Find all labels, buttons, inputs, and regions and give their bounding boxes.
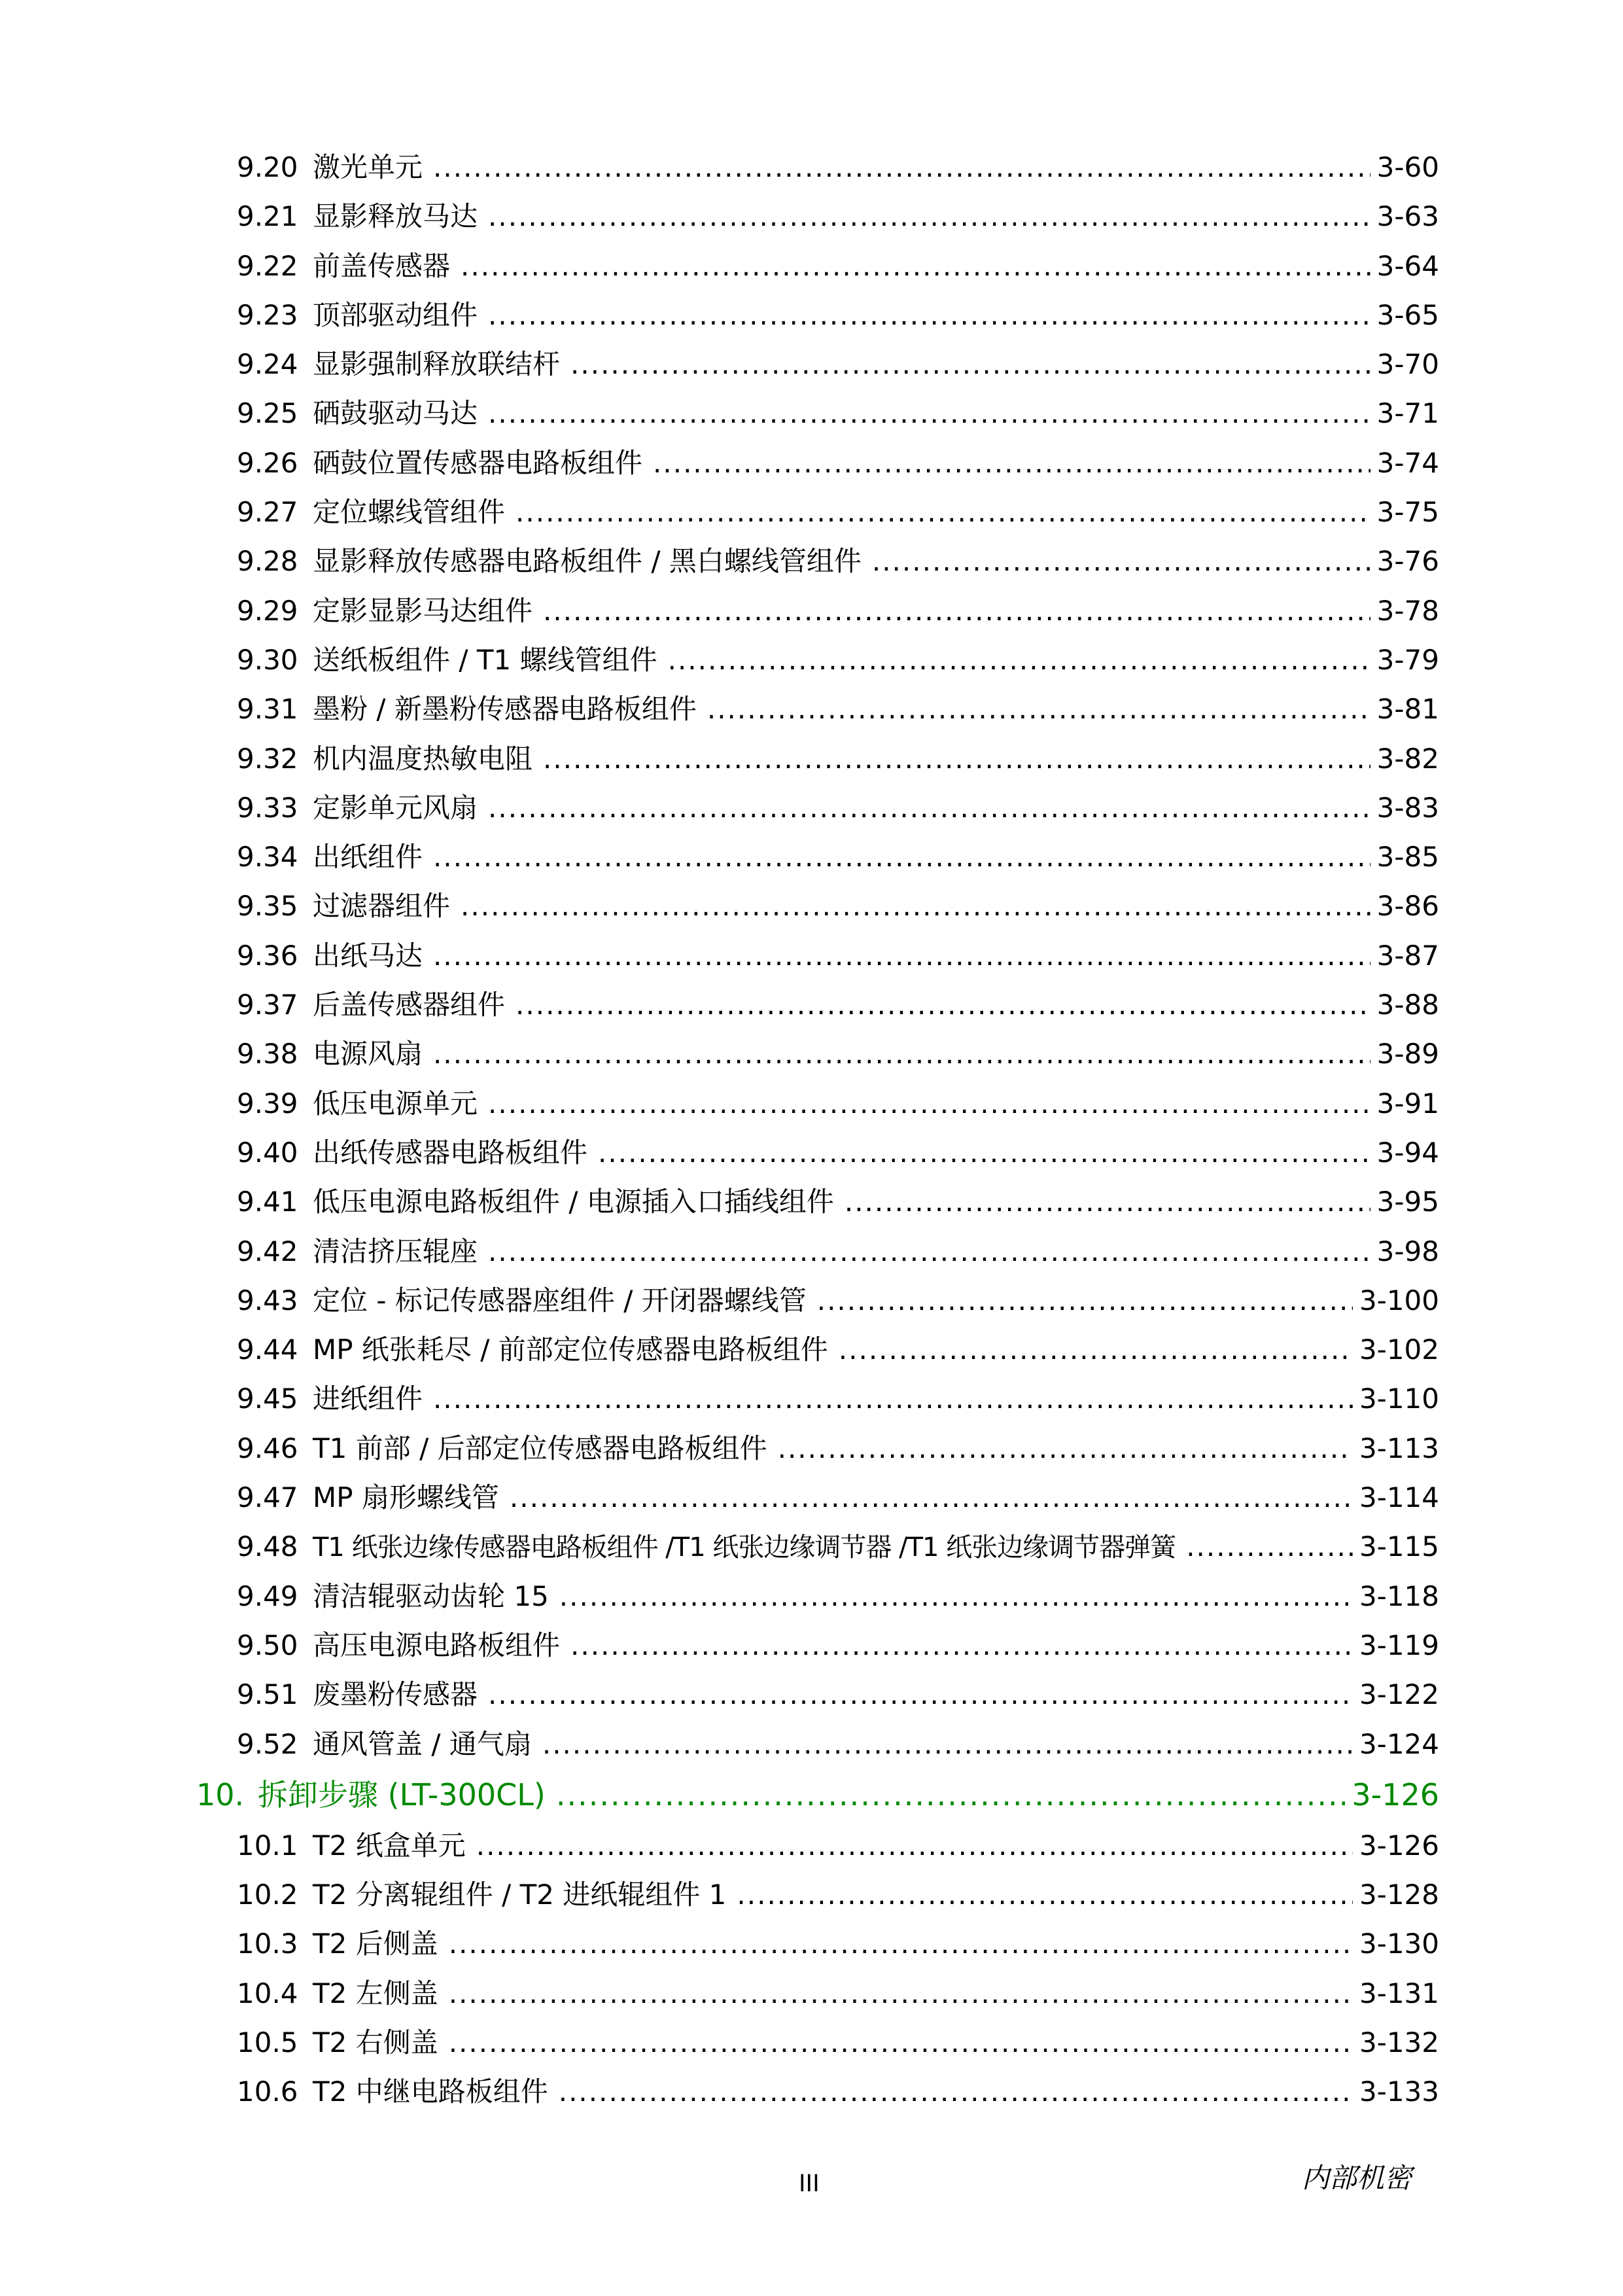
- toc-leader-dots: [433, 1029, 1370, 1078]
- toc-entry-number: 9.36: [237, 939, 298, 972]
- toc-entry-page: 3-102: [1359, 1333, 1439, 1366]
- toc-leader-dots: [559, 1572, 1353, 1621]
- toc-entry-title: 过滤器组件: [313, 890, 451, 923]
- toc-entry[interactable]: [196, 1621, 1439, 1670]
- toc-entry[interactable]: [196, 1276, 1439, 1325]
- toc-entry-number: 9.42: [237, 1235, 298, 1267]
- toc-entry[interactable]: [196, 1424, 1439, 1473]
- toc-entry-title: T1 前部 / 后部定位传感器电路板组件: [313, 1432, 767, 1464]
- toc-entry-page: 3-124: [1359, 1727, 1439, 1760]
- toc-leader-dots: [668, 635, 1370, 684]
- toc-entry-number: 9.24: [237, 348, 298, 381]
- toc-leader-dots: [515, 487, 1370, 537]
- toc-entry-title: 电源风扇: [313, 1038, 423, 1070]
- toc-entry-title: 送纸板组件 / T1 螺线管组件: [313, 643, 657, 676]
- toc-entry[interactable]: [196, 1374, 1439, 1423]
- toc-entry-title: 出纸马达: [313, 939, 423, 972]
- toc-entry-title: 出纸组件: [313, 841, 423, 874]
- toc-entry-page: 3-126: [1359, 1829, 1439, 1862]
- toc-leader-dots: [737, 1870, 1353, 1919]
- toc-entry-title: MP 纸张耗尽 / 前部定位传感器电路板组件: [313, 1333, 828, 1366]
- toc-leader-dots: [433, 1374, 1353, 1423]
- toc-entry-page: 3-86: [1376, 890, 1439, 923]
- toc-leader-dots: [845, 1177, 1370, 1226]
- toc-entry-number: 9.34: [237, 841, 298, 874]
- toc-entry-page: 3-74: [1376, 446, 1439, 479]
- toc-entry-title: 硒鼓位置传感器电路板组件: [313, 446, 643, 479]
- toc-entry-number: 9.52: [237, 1727, 298, 1760]
- toc-entry-title: T2 左侧盖: [313, 1977, 438, 2009]
- toc-entry-page: 3-85: [1376, 841, 1439, 874]
- toc-entry-title: 通风管盖 / 通气扇: [313, 1727, 532, 1760]
- toc-entry-page: 3-76: [1376, 545, 1439, 578]
- toc-entry[interactable]: [196, 931, 1439, 980]
- toc-entry-page: 3-89: [1376, 1038, 1439, 1070]
- toc-leader-dots: [570, 340, 1370, 389]
- toc-entry-number: 9.20: [237, 151, 298, 183]
- toc-leader-dots: [559, 2067, 1353, 2116]
- toc-entry-page: 3-75: [1376, 496, 1439, 529]
- toc-leader-dots: [433, 832, 1370, 881]
- toc-entry[interactable]: [196, 1079, 1439, 1128]
- toc-entry[interactable]: [196, 832, 1439, 881]
- toc-entry[interactable]: [196, 980, 1439, 1029]
- footer-page-number: III: [799, 2170, 820, 2197]
- toc-leader-dots: [449, 1969, 1353, 2018]
- toc-entry-number: 10.3: [237, 1928, 298, 1960]
- toc-entry-title: 清洁辊驱动齿轮 15: [313, 1580, 549, 1612]
- toc-entry[interactable]: [196, 1919, 1439, 1968]
- section-10-entries: [196, 1821, 1439, 2117]
- toc-entry-page: 3-118: [1359, 1580, 1439, 1612]
- toc-entry-title: 顶部驱动组件: [313, 298, 478, 331]
- toc-leader-dots: [707, 684, 1370, 733]
- toc-chapter-number: 10.: [196, 1776, 245, 1812]
- toc-chapter-title: 拆卸步骤 (LT-300CL): [258, 1776, 546, 1812]
- toc-entry-title: 定影单元风扇: [313, 791, 478, 824]
- toc-entry[interactable]: [196, 1969, 1439, 2018]
- toc-entry-title: MP 扇形螺线管: [313, 1481, 499, 1514]
- toc-entry[interactable]: [196, 783, 1439, 832]
- toc-entry[interactable]: [196, 1670, 1439, 1719]
- toc-leader-dots: [488, 1670, 1353, 1719]
- toc-entry-title: 清洁挤压辊座: [313, 1235, 478, 1267]
- toc-entry-number: 9.23: [237, 298, 298, 331]
- toc-entry-number: 9.35: [237, 890, 298, 923]
- toc-entry-number: 9.43: [237, 1284, 298, 1316]
- toc-entry-number: 9.49: [237, 1580, 298, 1612]
- toc-entry-page: 3-81: [1376, 693, 1439, 726]
- toc-entry-number: 9.39: [237, 1087, 298, 1120]
- toc-entry[interactable]: [196, 635, 1439, 684]
- toc-entry-page: 3-132: [1359, 2026, 1439, 2058]
- toc-entry-number: 9.38: [237, 1038, 298, 1070]
- toc-entry-number: 9.21: [237, 200, 298, 233]
- toc-entry-page: 3-100: [1359, 1284, 1439, 1316]
- toc-entry-title: 低压电源电路板组件 / 电源插入口插线组件: [313, 1186, 834, 1218]
- toc-leader-dots: [488, 783, 1370, 832]
- toc-leader-dots: [476, 1821, 1353, 1870]
- toc-chapter-page: 3-126: [1352, 1776, 1439, 1812]
- toc-entry-title: 高压电源电路板组件: [313, 1629, 561, 1661]
- toc-entry-page: 3-122: [1359, 1678, 1439, 1711]
- toc-leader-dots: [598, 1128, 1370, 1177]
- toc-leader-dots: [433, 143, 1370, 192]
- toc-entry-page: 3-113: [1359, 1432, 1439, 1464]
- toc-entry[interactable]: [196, 1870, 1439, 1919]
- toc-entry-number: 9.41: [237, 1186, 298, 1218]
- toc-entry[interactable]: [196, 389, 1439, 438]
- toc-leader-dots: [433, 931, 1370, 980]
- toc-entry[interactable]: [196, 684, 1439, 733]
- toc-entry-number: 9.30: [237, 643, 298, 676]
- toc-entry-title: 出纸传感器电路板组件: [313, 1136, 588, 1169]
- toc-entry[interactable]: [196, 487, 1439, 537]
- toc-entry[interactable]: [196, 734, 1439, 783]
- toc-leader-dots: [872, 537, 1370, 586]
- toc-entry-page: 3-133: [1359, 2075, 1439, 2108]
- toc-entry[interactable]: [196, 1821, 1439, 1870]
- toc-entry[interactable]: [196, 1227, 1439, 1276]
- toc-entry[interactable]: [196, 241, 1439, 291]
- toc-entry[interactable]: [196, 1177, 1439, 1226]
- toc-entry-number: 9.28: [237, 545, 298, 578]
- toc-entry-number: 9.31: [237, 693, 298, 726]
- toc-entry-page: 3-88: [1376, 989, 1439, 1021]
- toc-entry-page: 3-95: [1376, 1186, 1439, 1218]
- section-9-entries: [196, 143, 1439, 1769]
- toc-entry-title: T2 后侧盖: [313, 1928, 438, 1960]
- toc-entry-title: 定影显影马达组件: [313, 594, 533, 627]
- toc-entry[interactable]: [196, 1325, 1439, 1374]
- toc-entry[interactable]: [196, 1522, 1439, 1571]
- toc-leader-dots: [839, 1325, 1353, 1374]
- toc-entry[interactable]: [196, 537, 1439, 586]
- toc-entry-number: 9.40: [237, 1136, 298, 1169]
- toc-entry[interactable]: [196, 586, 1439, 635]
- toc-leader-dots: [515, 980, 1370, 1029]
- toc-entry[interactable]: [196, 1128, 1439, 1177]
- toc-leader-dots: [449, 1919, 1353, 1968]
- toc-entry-number: 9.22: [237, 249, 298, 282]
- toc-entry-title: 机内温度热敏电阻: [313, 742, 533, 775]
- toc-entry-number: 9.46: [237, 1432, 298, 1464]
- toc-entry-page: 3-65: [1376, 298, 1439, 331]
- toc-entry[interactable]: [196, 143, 1439, 192]
- toc-entry-page: 3-71: [1376, 397, 1439, 430]
- toc-entry-page: 3-94: [1376, 1136, 1439, 1169]
- toc-entry-page: 3-60: [1376, 151, 1439, 183]
- toc-entry-number: 9.37: [237, 989, 298, 1021]
- toc-leader-dots: [488, 291, 1370, 340]
- toc-entry[interactable]: [196, 881, 1439, 930]
- toc-entry-title: 硒鼓驱动马达: [313, 397, 478, 430]
- toc-entry[interactable]: [196, 1029, 1439, 1078]
- toc-entry-page: 3-64: [1376, 249, 1439, 282]
- toc-entry-page: 3-98: [1376, 1235, 1439, 1267]
- toc-leader-dots: [556, 1769, 1345, 1821]
- toc-entry-page: 3-63: [1376, 200, 1439, 233]
- toc-chapter-10[interactable]: [196, 1769, 1439, 1821]
- toc-entry-title: 进纸组件: [313, 1383, 423, 1415]
- toc-entry-page: 3-119: [1359, 1629, 1439, 1661]
- toc-leader-dots: [542, 1720, 1353, 1769]
- toc-entry[interactable]: [196, 1720, 1439, 1769]
- toc-entry-number: 9.25: [237, 397, 298, 430]
- toc-leader-dots: [817, 1276, 1353, 1325]
- toc-entry-page: 3-70: [1376, 348, 1439, 381]
- toc-entry-number: 9.51: [237, 1678, 298, 1711]
- toc-entry-number: 9.48: [237, 1530, 298, 1563]
- toc-entry[interactable]: [196, 291, 1439, 340]
- toc-entry-page: 3-128: [1359, 1879, 1439, 1911]
- toc-entry-number: 9.27: [237, 496, 298, 529]
- toc-leader-dots: [488, 1227, 1370, 1276]
- toc-entry-number: 9.47: [237, 1481, 298, 1514]
- toc-entry-number: 9.50: [237, 1629, 298, 1661]
- toc-leader-dots: [1186, 1522, 1353, 1571]
- toc-entry-number: 9.33: [237, 791, 298, 824]
- toc-entry-title: 定位 - 标记传感器座组件 / 开闭器螺线管: [313, 1284, 807, 1316]
- toc-entry[interactable]: [196, 340, 1439, 389]
- toc-leader-dots: [570, 1621, 1353, 1670]
- toc-entry-page: 3-83: [1376, 791, 1439, 824]
- toc-leader-dots: [778, 1424, 1353, 1473]
- table-of-contents: [196, 143, 1439, 2117]
- toc-entry[interactable]: [196, 1473, 1439, 1522]
- toc-entry[interactable]: [196, 438, 1439, 487]
- toc-entry-number: 10.4: [237, 1977, 298, 2009]
- toc-leader-dots: [653, 438, 1370, 487]
- toc-leader-dots: [543, 586, 1370, 635]
- toc-entry[interactable]: [196, 2018, 1439, 2067]
- toc-leader-dots: [488, 389, 1370, 438]
- toc-entry-number: 9.32: [237, 742, 298, 775]
- toc-entry-title: 定位螺线管组件: [313, 496, 506, 529]
- toc-entry-page: 3-115: [1359, 1530, 1439, 1563]
- toc-leader-dots: [488, 1079, 1370, 1128]
- toc-entry-number: 9.44: [237, 1333, 298, 1366]
- toc-entry-number: 9.26: [237, 446, 298, 479]
- toc-leader-dots: [510, 1473, 1353, 1522]
- toc-entry-title: 低压电源单元: [313, 1087, 478, 1120]
- toc-entry-number: 10.6: [237, 2075, 298, 2108]
- toc-entry-page: 3-87: [1376, 939, 1439, 972]
- toc-entry[interactable]: [196, 1572, 1439, 1621]
- confidential-label: 内部机密: [1302, 2162, 1412, 2194]
- toc-leader-dots: [461, 881, 1370, 930]
- toc-entry-title: 墨粉 / 新墨粉传感器电路板组件: [313, 693, 697, 726]
- toc-leader-dots: [543, 734, 1370, 783]
- toc-entry-page: 3-79: [1376, 643, 1439, 676]
- toc-entry-number: 9.29: [237, 594, 298, 627]
- toc-entry-title: 前盖传感器: [313, 249, 451, 282]
- toc-entry-title: 废墨粉传感器: [313, 1678, 478, 1711]
- toc-entry-page: 3-110: [1359, 1383, 1439, 1415]
- toc-entry-title: 显影强制释放联结杆: [313, 348, 561, 381]
- toc-entry-title: T1 纸张边缘传感器电路板组件 /T1 纸张边缘调节器 /T1 纸张边缘调节器弹簧: [313, 1532, 1176, 1563]
- toc-entry-page: 3-78: [1376, 594, 1439, 627]
- toc-leader-dots: [488, 192, 1370, 241]
- toc-entry-title: T2 纸盒单元: [313, 1829, 466, 1862]
- toc-leader-dots: [449, 2018, 1353, 2067]
- toc-entry-title: 后盖传感器组件: [313, 989, 506, 1021]
- toc-entry-page: 3-114: [1359, 1481, 1439, 1514]
- toc-entry-number: 9.45: [237, 1383, 298, 1415]
- toc-entry-number: 10.2: [237, 1879, 298, 1911]
- toc-leader-dots: [461, 241, 1370, 291]
- toc-entry[interactable]: [196, 192, 1439, 241]
- toc-entry-page: 3-82: [1376, 742, 1439, 775]
- toc-entry-title: 显影释放马达: [313, 200, 478, 233]
- toc-entry-number: 10.1: [237, 1829, 298, 1862]
- toc-entry-page: 3-130: [1359, 1928, 1439, 1960]
- toc-entry-page: 3-131: [1359, 1977, 1439, 2009]
- toc-entry-title: T2 右侧盖: [313, 2026, 438, 2058]
- toc-entry-title: T2 分离辊组件 / T2 进纸辊组件 1: [313, 1879, 727, 1911]
- toc-entry-title: T2 中继电路板组件: [313, 2075, 548, 2108]
- toc-entry-page: 3-91: [1376, 1087, 1439, 1120]
- toc-entry-title: 显影释放传感器电路板组件 / 黑白螺线管组件: [313, 545, 862, 578]
- toc-entry-title: 激光单元: [313, 151, 423, 183]
- toc-entry-number: 10.5: [237, 2026, 298, 2058]
- toc-entry[interactable]: [196, 2067, 1439, 2116]
